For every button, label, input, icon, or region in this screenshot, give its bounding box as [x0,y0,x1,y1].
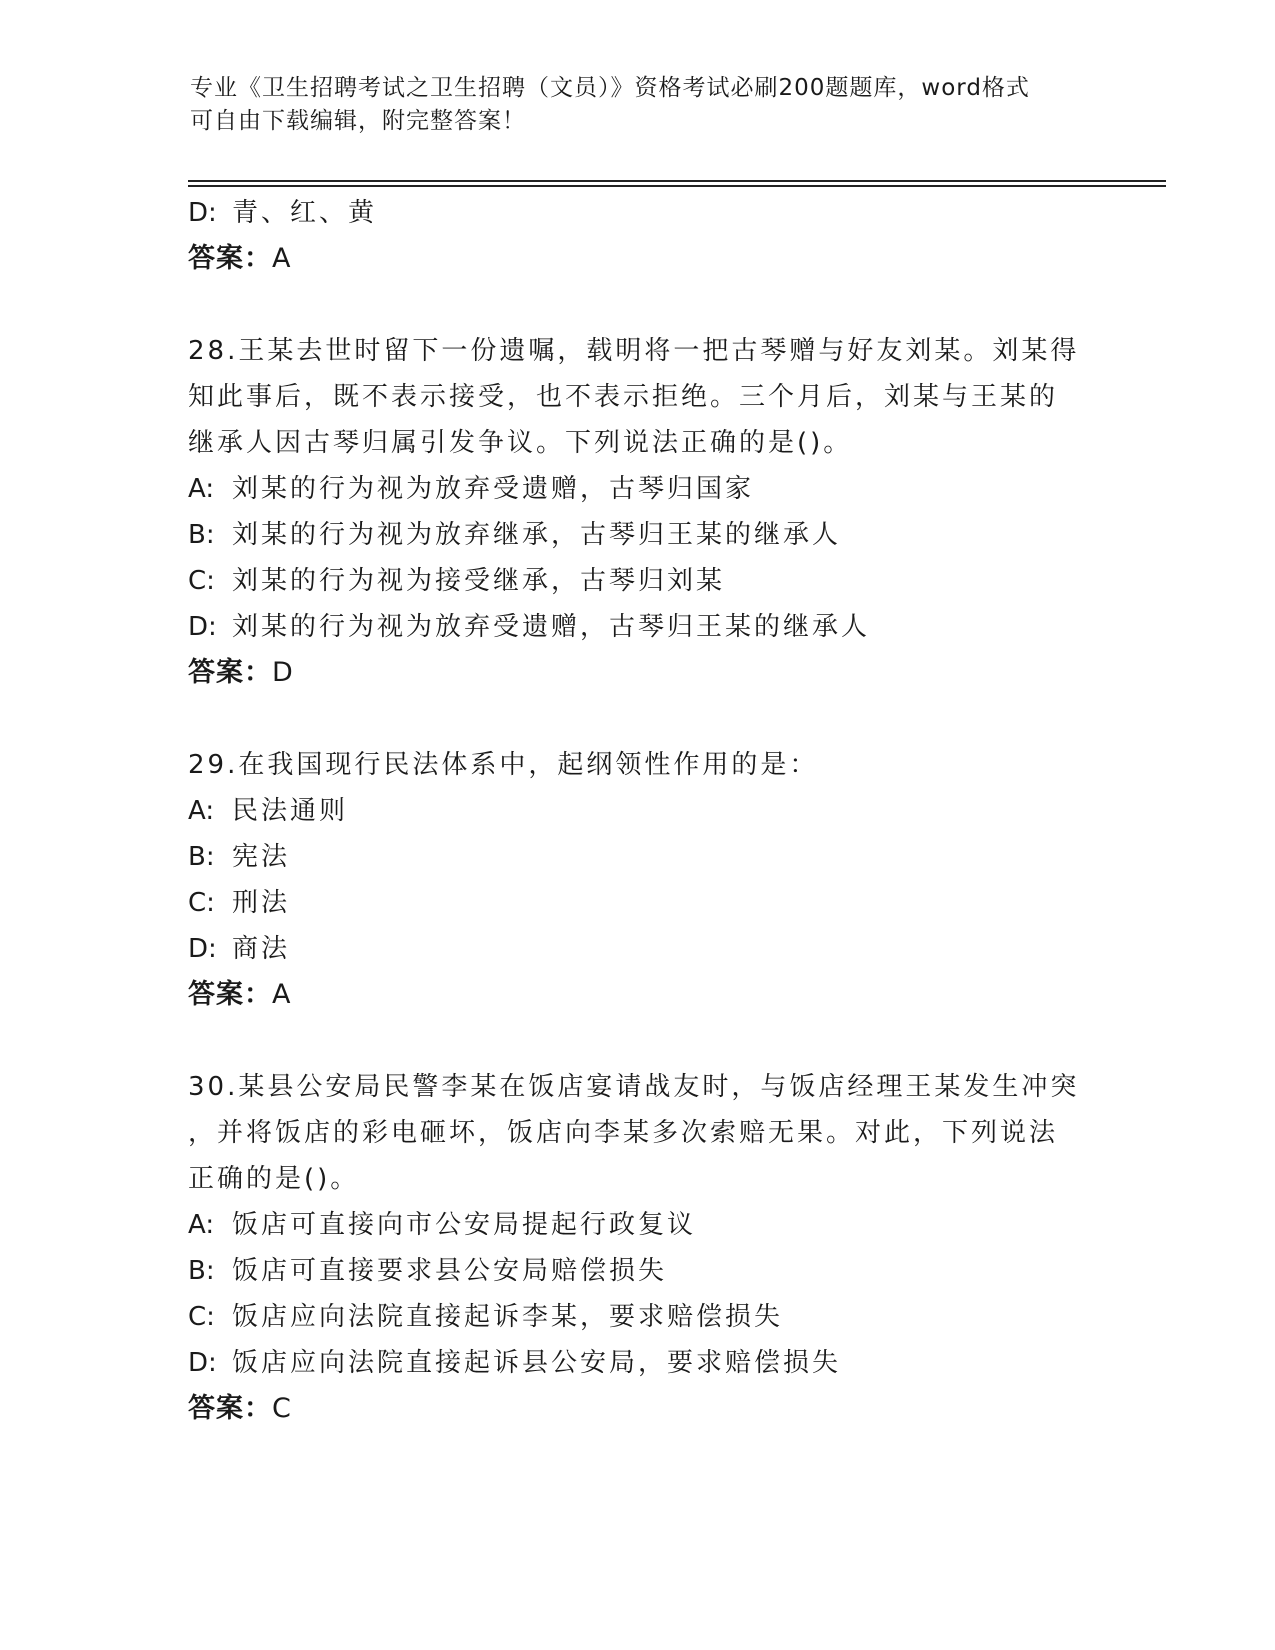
option-c [188,1294,1088,1340]
option-key: B: [188,1256,215,1286]
option-c [188,880,1088,926]
answer-label: 答案： [188,243,272,274]
option-d [188,604,1088,650]
answer-value: C [272,1393,292,1424]
option-text: 宪法 [232,842,291,872]
option-text: 刑法 [232,888,291,918]
question-content [188,190,1088,1432]
option-a [188,1202,1088,1248]
option-key: D: [188,612,217,642]
prev-option-d [188,190,1088,236]
option-text: 民法通则 [232,796,349,826]
question-29 [188,742,1088,1018]
question-stem-line: 继承人因古琴归属引发争议。下列说法正确的是()。 [188,428,853,458]
document-header [190,72,1090,138]
option-text: 饭店应向法院直接起诉李某，要求赔偿损失 [232,1302,784,1332]
question-30 [188,1064,1088,1432]
option-key: A: [188,796,215,826]
option-text: 商法 [232,934,291,964]
option-text: 饭店可直接要求县公安局赔偿损失 [232,1256,668,1286]
option-key: D: [188,934,217,964]
option-b [188,512,1088,558]
question-stem-line: 28.王某去世时留下一份遗嘱，载明将一把古琴赠与好友刘某。刘某得 [188,336,1080,366]
header-divider-bottom [188,185,1166,187]
answer-value: D [272,657,294,688]
header-line-1: 专业《卫生招聘考试之卫生招聘（文员）》资格考试必刷200题题库，word格式 [190,75,1030,101]
answer [188,972,1088,1018]
option-key: B: [188,520,215,550]
option-key: A: [188,474,215,504]
header-line-2: 可自由下载编辑，附完整答案！ [190,108,526,134]
option-key: C: [188,888,215,918]
option-text: 饭店应向法院直接起诉县公安局，要求赔偿损失 [232,1348,842,1378]
option-text: 刘某的行为视为接受继承，古琴归刘某 [232,566,726,596]
answer-value: A [272,243,292,274]
option-key: C: [188,566,215,596]
question-28 [188,328,1088,696]
option-text: 青、红、黄 [232,198,378,228]
option-d [188,926,1088,972]
answer [188,650,1088,696]
option-key: A: [188,1210,215,1240]
option-b [188,834,1088,880]
option-key: D: [188,198,217,228]
answer-label: 答案： [188,1393,272,1424]
answer-label: 答案： [188,657,272,688]
question-stem-line: ，并将饭店的彩电砸坏，饭店向李某多次索赔无果。对此，下列说法 [188,1118,1059,1148]
option-a [188,788,1088,834]
question-stem-line: 知此事后，既不表示接受，也不表示拒绝。三个月后，刘某与王某的 [188,382,1059,412]
header-divider-top [188,180,1166,182]
answer-value: A [272,979,292,1010]
question-stem-line: 30.某县公安局民警李某在饭店宴请战友时，与饭店经理王某发生冲突 [188,1072,1080,1102]
prev-answer [188,236,1088,282]
option-key: C: [188,1302,215,1332]
option-text: 饭店可直接向市公安局提起行政复议 [232,1210,697,1240]
option-text: 刘某的行为视为放弃受遗赠，古琴归国家 [232,474,755,504]
question-stem-line: 正确的是()。 [188,1164,360,1194]
option-a [188,466,1088,512]
question-stem-line: 29.在我国现行民法体系中，起纲领性作用的是： [188,750,819,780]
option-key: D: [188,1348,217,1378]
option-d [188,1340,1088,1386]
answer [188,1386,1088,1432]
option-text: 刘某的行为视为放弃受遗赠，古琴归王某的继承人 [232,612,871,642]
option-text: 刘某的行为视为放弃继承，古琴归王某的继承人 [232,520,842,550]
answer-label: 答案： [188,979,272,1010]
option-c [188,558,1088,604]
option-key: B: [188,842,215,872]
option-b [188,1248,1088,1294]
